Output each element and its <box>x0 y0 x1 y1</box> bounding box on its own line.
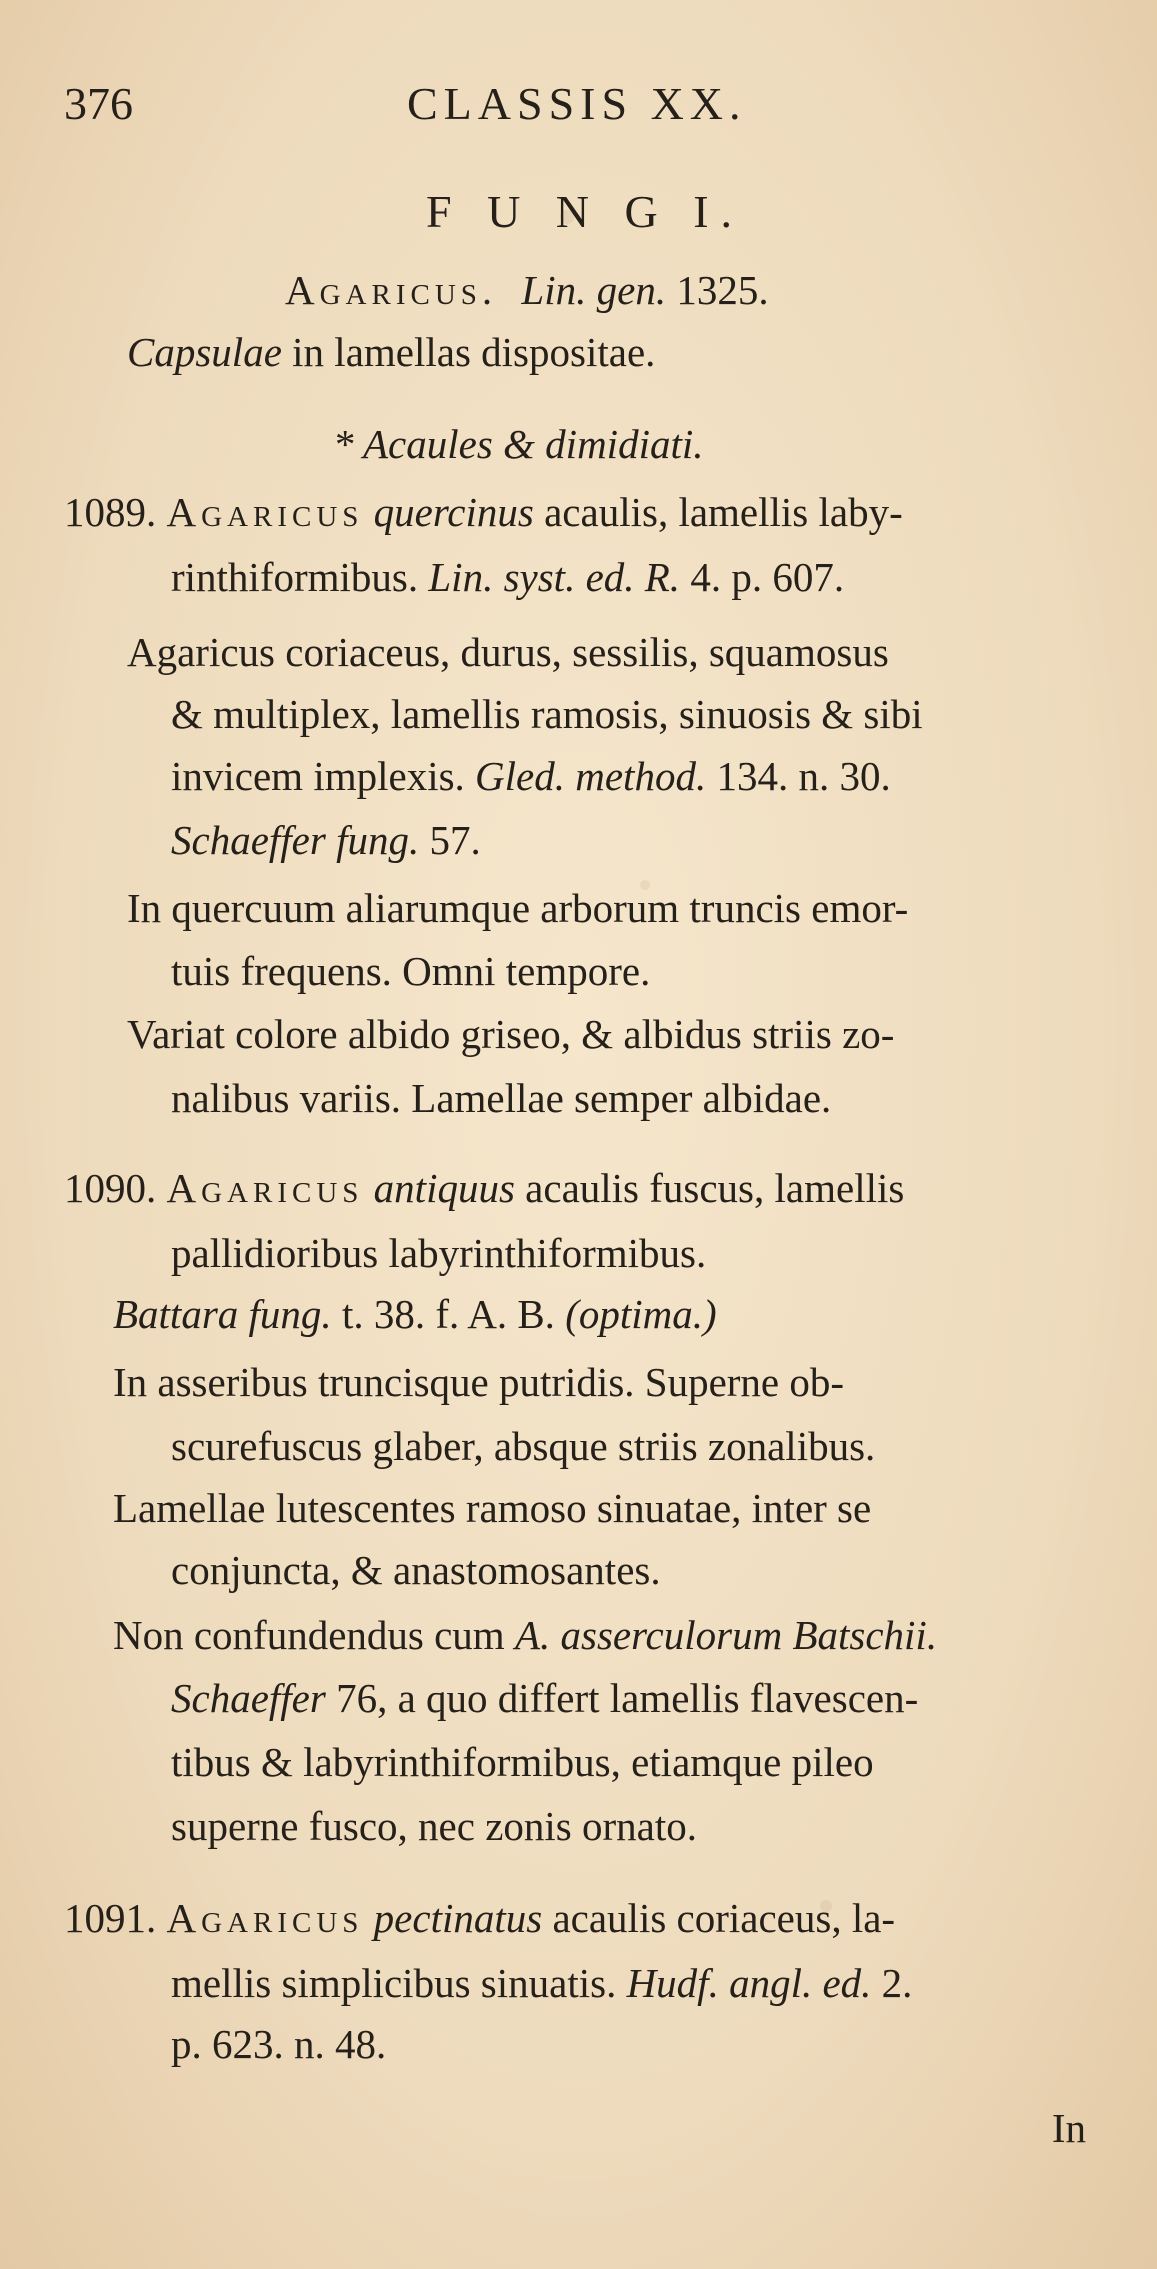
synonym-line <box>171 753 891 799</box>
synonym-line <box>171 817 481 863</box>
entry-reference: A. asserculorum Batschii. <box>514 1612 938 1658</box>
habitat-line: In asseribus truncisque putridis. Superne ob- <box>113 1359 845 1405</box>
variation-line: nalibus variis. Lamellae semper albidae. <box>171 1075 832 1121</box>
habitat-line: scurefuscus glaber, absque striis zonalibus. <box>171 1423 876 1469</box>
genus-description-rest: in lamellas dispositae. <box>292 329 656 375</box>
entry-note: (optima.) <box>565 1291 717 1337</box>
note-line <box>171 1675 919 1721</box>
entry-text: mellis simplicibus sinuatis. <box>171 1960 617 2006</box>
synonym-line <box>113 1291 717 1337</box>
entry-reference: Schaeffer <box>171 1675 326 1721</box>
entry-reference: Schaeffer fung. <box>171 817 420 863</box>
entry-text: 76, a quo differt lamellis flavescen- <box>336 1675 919 1721</box>
entry-text: t. 38. f. A. B. <box>341 1291 555 1337</box>
entry-1091-line-3: p. 623. n. 48. <box>171 2021 387 2067</box>
entry-text: 4. p. 607. <box>690 554 845 600</box>
entry-reference: Hudf. angl. ed. <box>626 1960 872 2006</box>
genus-description <box>127 329 656 375</box>
entry-text: 134. n. 30. <box>716 753 891 799</box>
section-title: F U N G I. <box>426 186 745 237</box>
entry-1089-line-2 <box>171 554 845 600</box>
entry-genus: Agaricus <box>166 489 364 535</box>
genus-description-em: Capsulae <box>127 329 282 375</box>
habitat-line: In quercuum aliarumque arborum truncis emor- <box>127 885 909 931</box>
genus-ref-number: 1325. <box>676 267 769 313</box>
entry-1090-line-2: pallidioribus labyrinthiformibus. <box>171 1230 707 1276</box>
entry-description: acaulis, lamellis laby- <box>544 489 903 535</box>
subsection-heading: * Acaules & dimidiati. <box>333 421 704 467</box>
genus-ref-gen: gen. <box>596 267 667 313</box>
entry-1089-line-1 <box>64 489 903 535</box>
entry-epithet: pectinatus <box>373 1895 543 1941</box>
synonym-line: & multiplex, lamellis ramosis, sinuosis & sibi <box>171 691 923 737</box>
entry-1091-line-1 <box>64 1895 896 1941</box>
entry-reference: Gled. method. <box>475 753 707 799</box>
entry-description: acaulis fuscus, lamellis <box>525 1165 905 1211</box>
running-title: CLASSIS XX. <box>407 78 747 129</box>
entry-number: 1090. <box>64 1165 157 1211</box>
page-number: 376 <box>64 78 133 129</box>
habitat-line: Lamellae lutescentes ramoso sinuatae, inter se <box>113 1485 872 1531</box>
entry-1090-line-1 <box>64 1165 905 1211</box>
entry-reference: Battara fung. <box>113 1291 332 1337</box>
entry-text: 2. <box>881 1960 913 2006</box>
note-line: superne fusco, nec zonis ornato. <box>171 1803 697 1849</box>
entry-number: 1089. <box>64 489 157 535</box>
entry-number: 1091. <box>64 1895 157 1941</box>
entry-text: rinthiformibus. <box>171 554 419 600</box>
entry-reference: Lin. syst. ed. R. <box>428 554 681 600</box>
entry-epithet: antiquus <box>373 1165 515 1211</box>
genus-ref-prefix: Lin. <box>521 267 587 313</box>
variation-line: Variat colore albido griseo, & albidus striis zo- <box>127 1011 895 1057</box>
note-line: tibus & labyrinthiformibus, etiamque pileo <box>171 1739 874 1785</box>
entry-description: acaulis coriaceus, la- <box>552 1895 896 1941</box>
habitat-line: conjuncta, & anastomosantes. <box>171 1547 661 1593</box>
entry-epithet: quercinus <box>373 489 534 535</box>
entry-text: invicem implexis. <box>171 753 465 799</box>
habitat-line: tuis frequens. Omni tempore. <box>171 948 651 994</box>
genus-heading <box>285 267 769 313</box>
entry-genus: Agaricus <box>166 1895 364 1941</box>
entry-text: Non confundendus cum <box>113 1612 505 1658</box>
note-line <box>113 1612 938 1658</box>
entry-text: 57. <box>429 817 481 863</box>
genus-name: Agaricus. <box>285 267 498 313</box>
synonym-line: Agaricus coriaceus, durus, sessilis, squamosus <box>127 629 889 675</box>
entry-genus: Agaricus <box>166 1165 364 1211</box>
entry-1091-line-2 <box>171 1960 913 2006</box>
catchword: In <box>1051 2105 1086 2151</box>
